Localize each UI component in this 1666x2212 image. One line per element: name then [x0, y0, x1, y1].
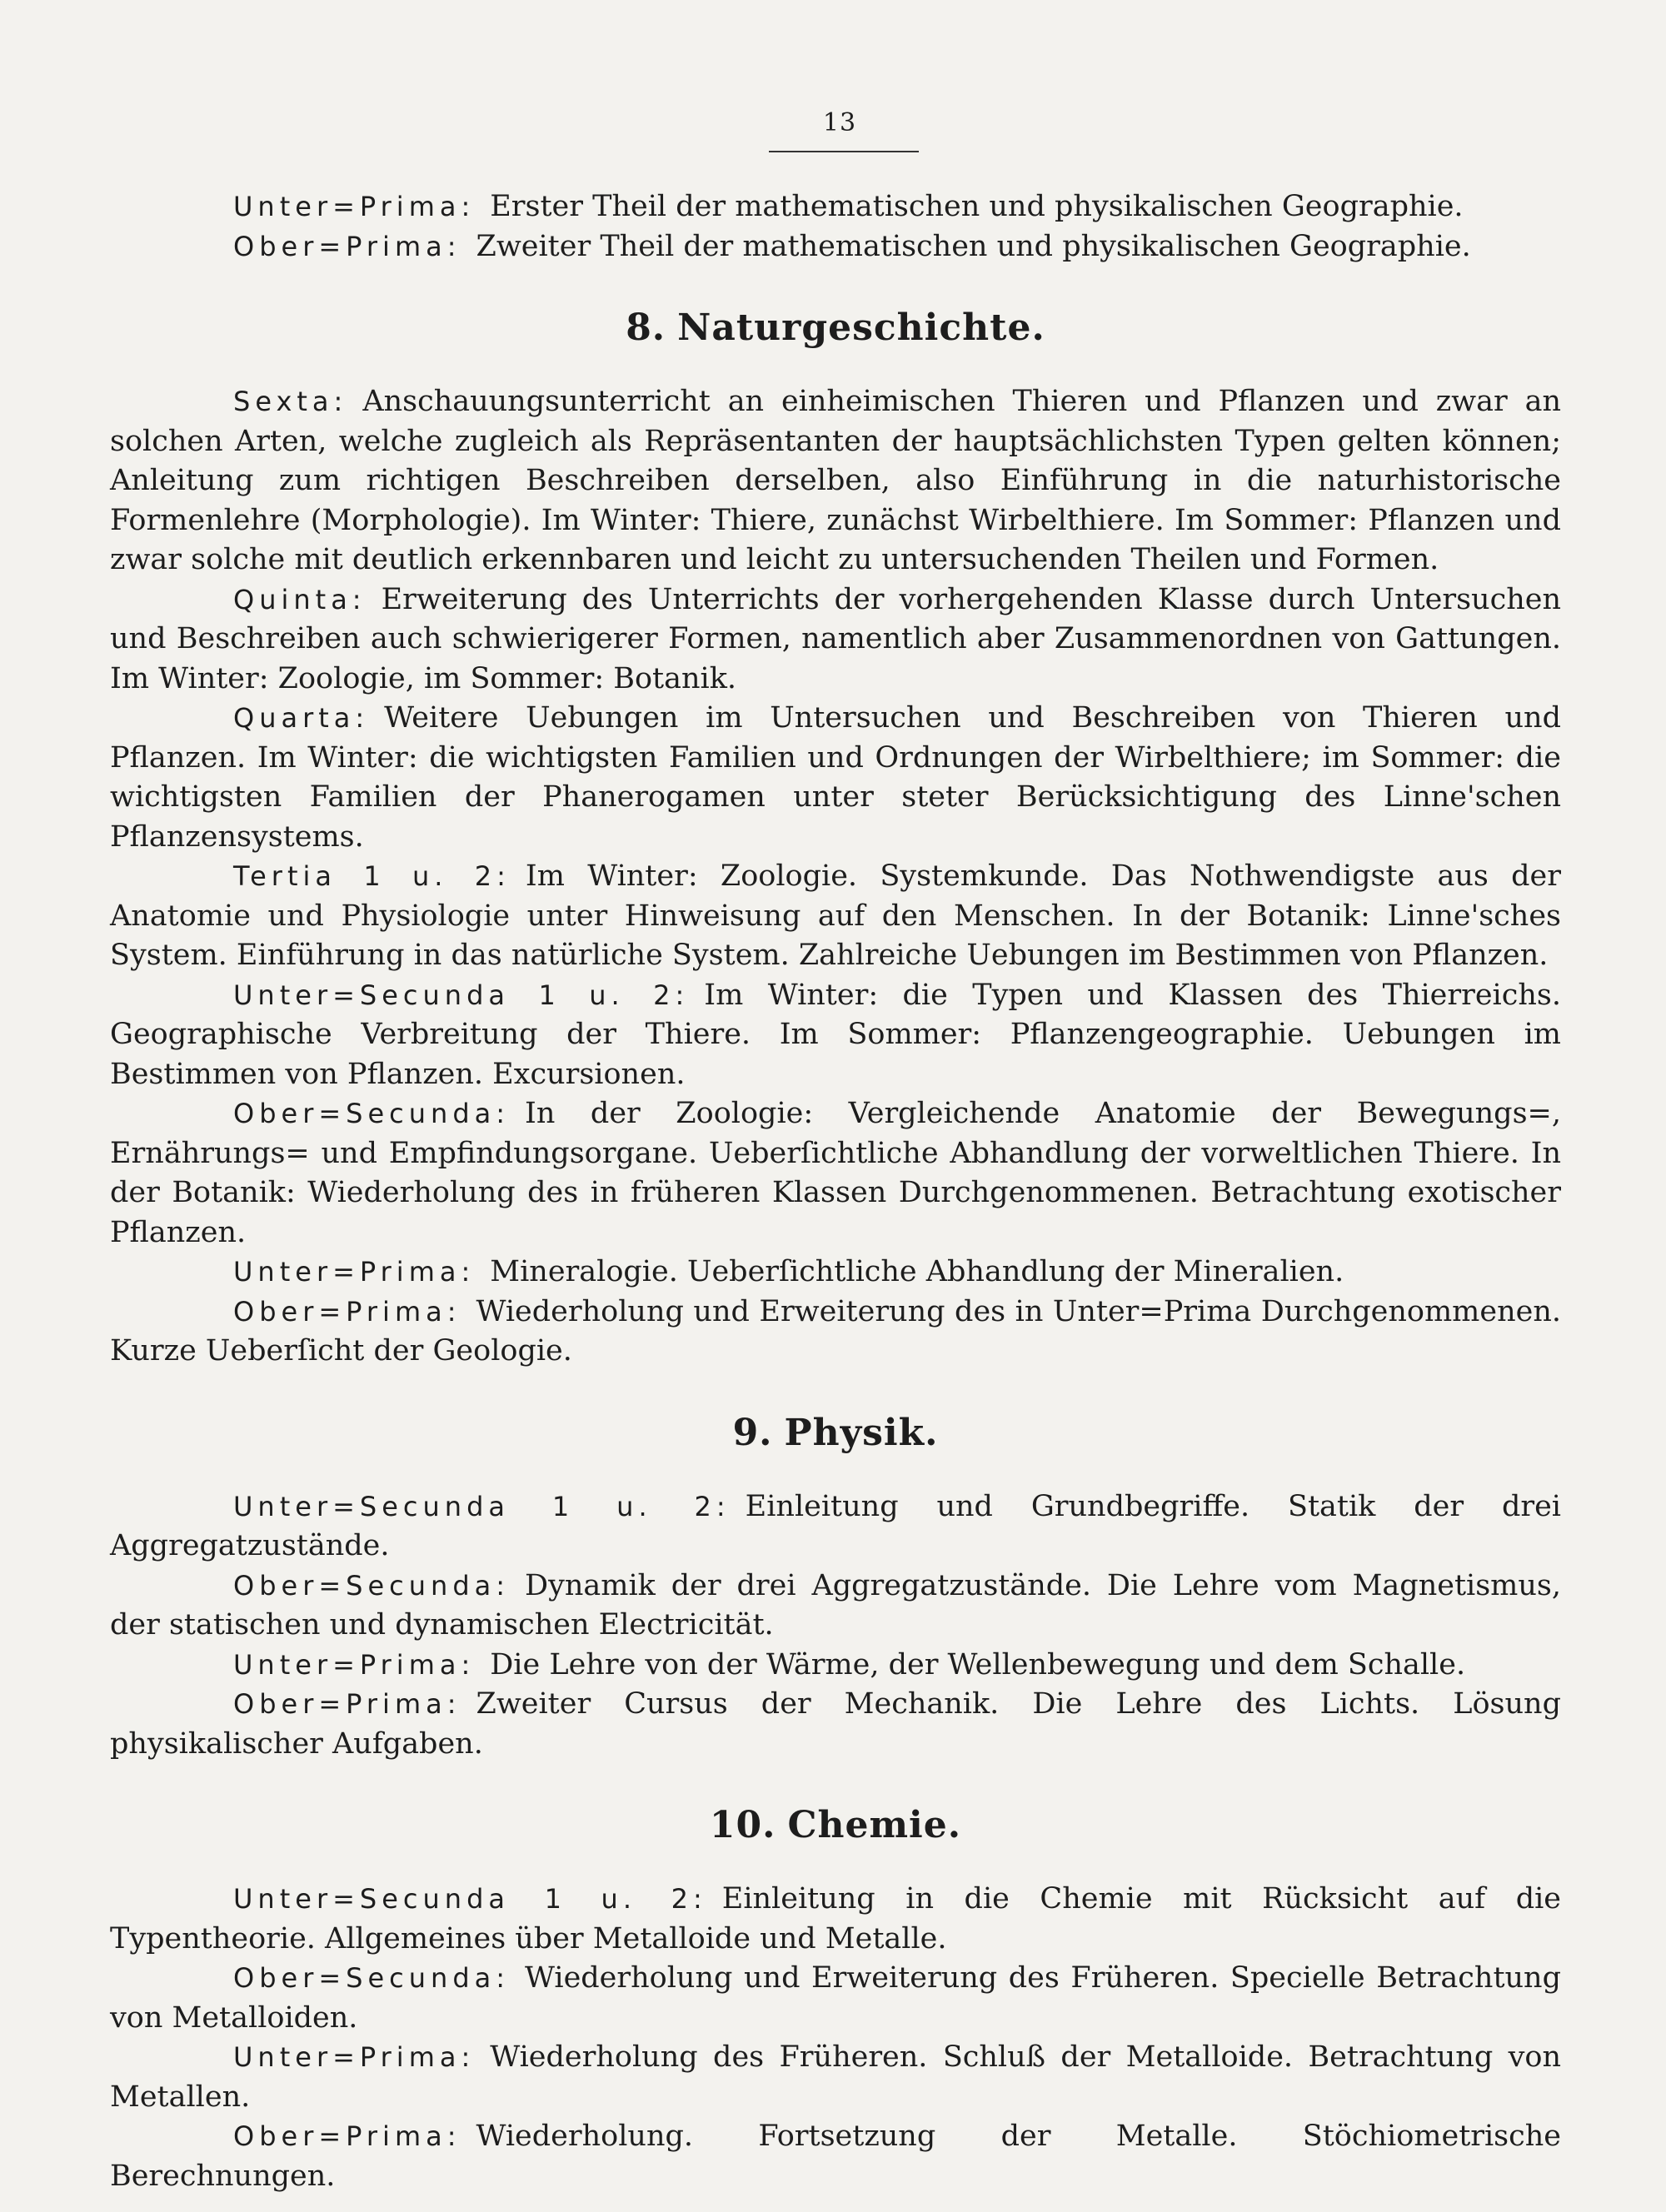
paragraph-text: Wiederholung und Erweiterung des Früheren. Specielle Betrachtung von Metalloiden.	[110, 1961, 1561, 2035]
paragraph-label: Quarta:	[233, 702, 370, 734]
paragraph-text: Mineralogie. Ueberſichtliche Abhandlung der Mineralien.	[490, 1255, 1344, 1288]
paragraph-label: Unter=Prima:	[233, 2041, 476, 2073]
section-number: 10.	[709, 1804, 776, 1846]
paragraph-label: Unter=Secunda 1 u. 2:	[233, 1490, 731, 1522]
paragraph-text: Im Winter: die Typen und Klassen des Thierreichs. Geographische Verbreitung der Thiere. Im Sommer: Pflanzengeographie. Uebungen im Bestimmen von Pflanzen. Excursionen.	[110, 978, 1561, 1091]
intro-paragraph	[110, 227, 1561, 267]
section-heading-physik	[110, 1412, 1561, 1454]
section-paragraph	[110, 1094, 1561, 1253]
section-heading-naturgeschichte	[110, 306, 1561, 349]
section-title: Physik.	[784, 1411, 939, 1454]
paragraph-label: Unter=Secunda 1 u. 2:	[233, 979, 690, 1011]
paragraph-label: Ober=Prima:	[233, 1295, 461, 1328]
page-number-rule	[769, 151, 919, 152]
paragraph-text: Erweiterung des Unterrichts der vorhergehenden Klasse durch Untersuchen und Beschreiben auch schwierigerer Formen, namentlich aber Zusammenordnen von Gattungen. Im Winter: Zoologie, im Sommer: Botanik.	[110, 582, 1561, 695]
paragraph-label: Ober=Secunda:	[233, 1569, 511, 1602]
paragraph-text: Einleitung in die Chemie mit Rücksicht auf die Typentheorie. Allgemeines über Metalloide und Metalle.	[110, 1882, 1561, 1955]
section-title: Chemie.	[787, 1804, 962, 1846]
paragraph-label: Sexta:	[233, 386, 348, 417]
section-number: 9.	[732, 1411, 773, 1454]
section-paragraph	[110, 580, 1561, 700]
section-paragraph	[110, 1880, 1561, 1959]
paragraph-label: Quinta:	[233, 583, 367, 615]
paragraph-text: Wiederholung des Früheren. Schluß der Metalloide. Betrachtung von Metallen.	[110, 2040, 1561, 2114]
section-heading-chemie	[110, 1804, 1561, 1846]
paragraph-label: Unter=Prima:	[233, 1648, 476, 1681]
paragraph-label: Ober=Prima:	[233, 2120, 461, 2152]
paragraph-text: Dynamik der drei Aggregatzustände. Die Lehre vom Magnetismus, der statischen und dynamischen Electricität.	[110, 1568, 1561, 1642]
section-paragraph	[110, 1293, 1561, 1372]
paragraph-label: Unter=Secunda 1 u. 2:	[233, 1883, 707, 1915]
section-paragraph	[110, 1567, 1561, 1646]
paragraph-text: Wiederholung. Fortsetzung der Metalle. Stöchiometrische Berechnungen.	[110, 2120, 1561, 2193]
paragraph-text: Wiederholung und Erweiterung des in Unter=Prima Durchgenommenen. Kurze Ueberſicht der Geologie.	[110, 1294, 1561, 1368]
paragraph-label: Ober=Prima:	[233, 1688, 461, 1720]
paragraph-label: Ober=Secunda:	[233, 1098, 511, 1129]
section-title: Naturgeschichte.	[677, 306, 1045, 349]
section-paragraph	[110, 1646, 1561, 1686]
paragraph-text: Weitere Uebungen im Untersuchen und Beschreiben von Thieren und Pflanzen. Im Winter: die wichtigsten Familien und Ordnungen der Wirbelthiere; im Sommer: die wichtigsten Familien der Phanerogamen unter steter Berücksichtigung des Linne'schen Pflanzensystems.	[110, 701, 1561, 854]
section-number: 8.	[626, 306, 666, 349]
section-paragraph	[110, 1253, 1561, 1293]
paragraph-label: Unter=Prima:	[233, 1256, 476, 1288]
paragraph-label: Ober=Prima:	[233, 230, 461, 262]
page-number: 13	[822, 108, 857, 137]
section-paragraph	[110, 1685, 1561, 1764]
paragraph-text: Anschauungsunterricht an einheimischen Thieren und Pflanzen und zwar an solchen Arten, welche zugleich als Repräsentanten der hauptsächlichsten Typen gelten können; Anleitung zum richtigen Beschreiben derselben, also Einführung in die naturhistorische Formenlehre (Morphologie). Im Winter: Thiere, zunächst Wirbelthiere. Im Sommer: Pflanzen und zwar solche mit deutlich erkennbaren und leicht zu untersuchenden Theilen und Formen.	[110, 385, 1561, 576]
paragraph-text: Einleitung und Grundbegriffe. Statik der drei Aggregatzustände.	[110, 1489, 1562, 1562]
paragraph-label: Unter=Prima:	[233, 191, 476, 222]
paragraph-label: Ober=Secunda:	[233, 1962, 511, 1994]
section-paragraph	[110, 1959, 1561, 2038]
paragraph-text: Zweiter Cursus der Mechanik. Die Lehre des Lichts. Lösung physikalischer Aufgaben.	[110, 1687, 1561, 1761]
paragraph-text: In der Zoologie: Vergleichende Anatomie der Bewegungs=, Ernährungs= und Empfindungsorgane. Ueberſichtliche Abhandlung der vorweltlichen Thiere. In der Botanik: Wiederholung des in früheren Klassen Durchgenommenen. Betrachtung exotischer Pflanzen.	[110, 1097, 1561, 1249]
intro-paragraph	[110, 187, 1561, 227]
section-paragraph	[110, 699, 1561, 857]
paragraph-text: Zweiter Theil der mathematischen und physikalischen Geographie.	[476, 229, 1471, 263]
section-paragraph	[110, 976, 1561, 1095]
paragraph-label: Tertia 1 u. 2:	[233, 860, 511, 892]
section-paragraph	[110, 857, 1561, 976]
section-paragraph	[110, 2117, 1561, 2196]
section-paragraph	[110, 2038, 1561, 2117]
paragraph-text: Die Lehre von der Wärme, der Wellenbewegung und dem Schalle.	[490, 1647, 1466, 1681]
section-paragraph	[110, 382, 1561, 580]
paragraph-text: Erster Theil der mathematischen und physikalischen Geographie.	[490, 190, 1464, 223]
section-paragraph	[110, 1487, 1561, 1567]
paragraph-text: Im Winter: Zoologie. Systemkunde. Das Nothwendigste aus der Anatomie und Physiologie unter Hinweisung auf den Menschen. In der Botanik: Linne'sches System. Einführung in das natürliche System. Zahlreiche Uebungen im Bestimmen von Pflanzen.	[110, 859, 1561, 972]
